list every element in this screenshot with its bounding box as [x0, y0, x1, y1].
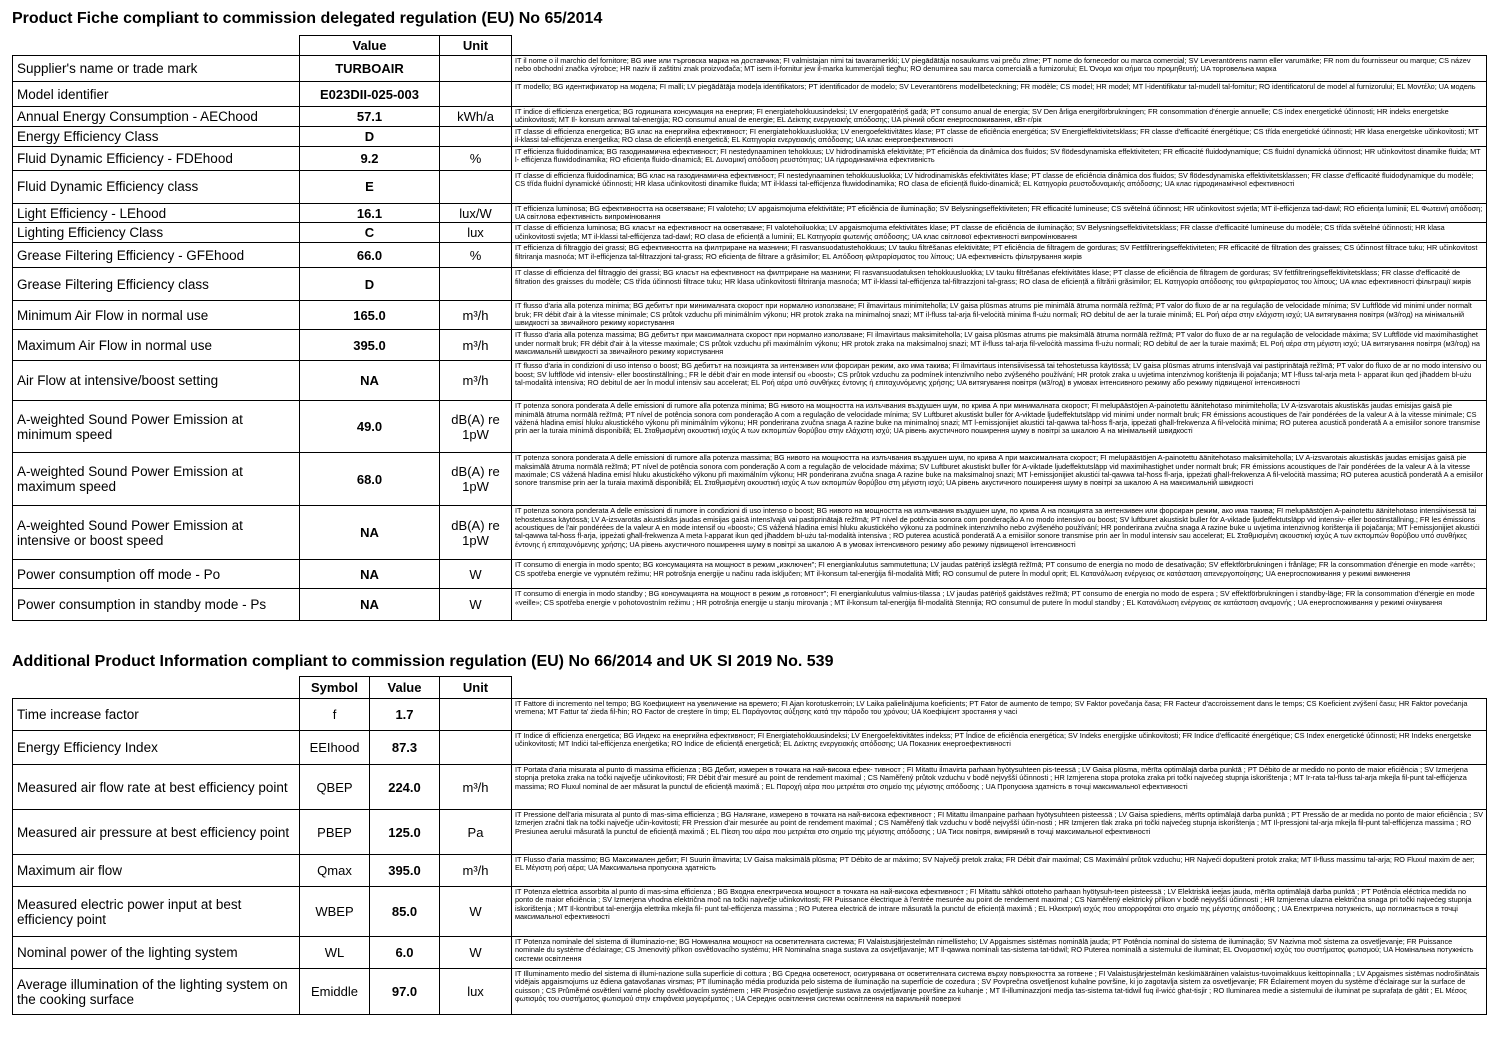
table-row [13, 268, 1487, 301]
header-row [13, 677, 1487, 699]
row-value: TURBOAIR [300, 56, 440, 82]
row-unit: Pa [440, 810, 512, 855]
table-row [13, 765, 1487, 810]
header-value: Value [300, 36, 440, 56]
row-unit: W [440, 887, 512, 937]
row-value: 125.0 [370, 810, 440, 855]
row-label: Light Efficiency - LEhood [13, 203, 300, 223]
row-value: NA [300, 361, 440, 401]
row-value: 165.0 [300, 301, 440, 330]
table-row [13, 887, 1487, 937]
row-translations: IT classe di efficienza energetica; BG клас на енергийна ефективност; FI energiatehokkuusluokka; LV energoefektivitātes klase; PT classe de eficiência energética; SV Energieffektivitetsklass; FR classe d'efficacité énergétique; CS třída energetické účinnosti; HR klasa energetske učinkovitosti; MT il-klassi tal-effiċjenza enerġetika; RO clasa de eficiență energetică; EL Κατηγορία ενεργειακής απόδοσης; UA клас енергоефективності [512, 126, 1487, 146]
table-row [13, 243, 1487, 268]
row-label: Measured electric power input at best efficiency point [13, 887, 300, 937]
row-unit [440, 170, 512, 203]
row-symbol: Qmax [300, 855, 370, 887]
row-label: Grease Filtering Efficiency - GFEhood [13, 243, 300, 268]
row-unit: m³/h [440, 330, 512, 361]
row-unit: lux [440, 969, 512, 1015]
row-symbol: WL [300, 937, 370, 969]
row-unit [440, 699, 512, 731]
table-row [13, 810, 1487, 855]
row-unit: m³/h [440, 361, 512, 401]
row-value: NA [300, 506, 440, 560]
table-row [13, 855, 1487, 887]
row-value: C [300, 223, 440, 243]
header-unit: Unit [440, 36, 512, 56]
row-symbol: QBEP [300, 765, 370, 810]
row-translations: IT Flusso d'aria massimo; BG Максимален дебит; FI Suurin ilmavirta; LV Gaisa maksimālā plūsma; PT Débito de ar máximo; SV Največji pretok zraka; FR Débit d'air maximal; CS Maximální průtok vzduchu; HR Najveći dopušteni protok zraka; MT Il-fluss massimu tal-arja; RO Fluxul maxim de aer; EL Μέγιστη ροή αέρα; UA Максимальна пропускна здатність [512, 855, 1487, 887]
row-value: 224.0 [370, 765, 440, 810]
row-translations: IT modello; BG идентификатор на модела; FI malli; LV piegādātāja modeļa identifikators; PT identificador de modelo; SV Leverantörens modellbeteckning; FR modèle; CS model; HR model; MT l-identifikatur tal-mudell tal-fornitur; RO identificatorul de model al furnizorului; EL Μοντέλο; UA модель [512, 82, 1487, 107]
row-value: 9.2 [300, 146, 440, 170]
header-blank [512, 36, 1487, 56]
table-row [13, 731, 1487, 765]
row-translations: IT flusso d'aria alla potenza massima; BG дебитът при максималната скорост при нормално използване; FI ilmavirtaus maksimiteholla; LV gaisa plūsmas atrums pie maksimālā ātruma normālā režīmā; PT valor do fluxo de ar na regulação de velocidade máxima; SV Luftflöde vid maximihastighet under normalt bruk; FR débit d'air à la vitesse maximale; CS průtok vzduchu při maximálním výkonu; HR protok zraka na maksimalnoj snazi; MT il-fluss tal-arja fil-veloċità massima fl-użu normali; RO debitul de aer la turaie maximă; EL Ροή αέρα στη μέγιστη ισχύ; UA витягування повітря (м3/год) на максимальній швидкості за звичайного режиму користування [512, 330, 1487, 361]
row-label: Energy Efficiency Index [13, 731, 300, 765]
row-label: Time increase factor [13, 699, 300, 731]
row-translations: IT classe di efficienza luminosa; BG класът на ефективност на осветяване; FI valotehoiluokka; LV apgaismojuma efektivitātes klase; PT classe de eficiência de iluminação; SV Belysningseffektivitetsklass; FR classe d'efficacité lumineuse du modèle; CS třída světelné účinnosti; HR klasa učinkovitosti svjetla; MT il-klassi tal-effiċjenza tad-dawl; RO clasa de eficiență a luminii; EL Κατηγορία φωτεινής απόδοσης; UA клас світлової ефективності випромінювання [512, 223, 1487, 243]
row-value: 85.0 [370, 887, 440, 937]
row-unit: % [440, 243, 512, 268]
row-label: Measured air flow rate at best efficiency point [13, 765, 300, 810]
row-label: Nominal power of the lighting system [13, 937, 300, 969]
table-row [13, 126, 1487, 146]
table-row [13, 453, 1487, 506]
row-label: Power consumption in standby mode - Ps [13, 589, 300, 621]
product-fiche-table [12, 35, 1487, 621]
table-row [13, 301, 1487, 330]
row-value: E [300, 170, 440, 203]
row-label: Energy Efficiency Class [13, 126, 300, 146]
table-row [13, 203, 1487, 223]
row-translations: IT Fattore di incremento nel tempo; BG Коефициент на увеличение на времето; FI Ajan korotuskerroin; LV Laika palielinājuma koeficients; PT Fator de aumento de tempo; SV Faktor povečanja časa; FR Facteur d'accroissement dans le temps; CS Koeficient zvýšení času; HR Faktor povećanja vremena; MT Fattur ta' żieda fil-ħin; RO Factor de creștere în timp; EL Παράγοντας αύξησης κατά την πάροδο του χρόνου; UA Коефіцієнт зростання у часі [512, 699, 1487, 731]
row-label: Power consumption off mode - Po [13, 560, 300, 589]
header-value: Value [370, 677, 440, 699]
header-blank [13, 677, 300, 699]
row-label: A-weighted Sound Power Emission at intensive or boost speed [13, 506, 300, 560]
row-translations: IT potenza sonora ponderata A delle emissioni di rumore in condizioni di uso intenso o boost; BG нивото на мощността на излъчвания въздушен шум, по крива А на позицията за интензивен или форсиран режим, ако има такива; FI melupäästöjen A-painotettu äänitehotaso intensiivisessä tai tehostetussa käytössä; LV A-izsvarotās akustiskās jaudas emisijas gaisā intensīvajā vai pastiprinātajā režīmā; PT nível de potência sonora com ponderação A no modo intensivo ou boost; SV luftburet akustiskt buller för A-viktade ljudeffektutsläpp vid intensiv- eller boostinställning.; FR les émissions acoustiques de l'air pondérées de la valeur A en mode intensif ou «boost»; CS vážená hladina emisí hluku akustického výkonu za podmínek intenzivního nebo zvýšeného používání; HR ponderirana zvučna snaga A razine buke u uvjetima intenzivnog korištenja ili pojačanja; MT l-emissjonijiet akustiċi tal-qawwa tal-ħoss fl-arja, ippeżati għall-frekwenza A meta l-apparat ikun qed jiħaddem bl-użu tal-modalità intensiva ; RO puterea acustică ponderată A a emisiilor sonore transmise prin aer în modul intensiv sau accelerat; EL Σταθμισμένη ακουστική ισχύς Α των εκπομπών θορύβου υπό συνθήκες έντονης ή επιταχυνόμενης χρήσης; UA рівень акустичного поширення шуму в повітрі за шкалою А в умовах інтенсивного режиму або режиму підвищеної інтенсивності [512, 506, 1487, 560]
row-unit: dB(A) re 1pW [440, 506, 512, 560]
row-symbol: Emiddle [300, 969, 370, 1015]
row-translations: IT efficienza di filtraggio dei grassi; BG ефективността на филтриране на мазнини; FI rasvansuodatustehokkuus; LV tauku filtrēšanas efektivitāte; PT eficiência de filtragem de gorduras; SV Fettfiltreringseffektiviteten; FR efficacité de filtration des graisses; CS účinnost filtrace tuku; HR učinkovitost filtriranja masnoća; MT il-effiċjenza tal-filtrazzjoni tal-grass; RO eficiența de filtrare a grăsimilor; EL Απόδοση φιλτραρίσματος του λίπους; UA ефективність фільтрування жирів [512, 243, 1487, 268]
row-label: A-weighted Sound Power Emission at maximum speed [13, 453, 300, 506]
row-translations: IT Potenza nominale del sistema di illuminazio-ne; BG Номинална мощност на осветителната система; FI Valaistusjärjestelmän nimellisteho; LV Apgaismes sistēmas nominālā jauda; PT Potência nominal do sistema de iluminação; SV Nazivna moč sistema za osvetljevanje; FR Puissance nominale du système d'éclairage; CS Jmenovitý příkon osvětlovacího systému; HR Nominalna snaga sustava za osvjetljavanje; MT Il-qawwa nominali tas-sistema tat-tidwil; RO Puterea nominală a sistemului de iluminat; EL Ονομαστική ισχύς του συστήματος φωτισμού; UA Номінальна потужність системи освітлення [512, 937, 1487, 969]
row-translations: IT flusso d'aria in condizioni di uso intenso o boost; BG дебитът на позицията за интензивен или форсиран режим, ако има такива; FI ilmavirtaus intensiivisessä tai tehostetussa käytössä; LV gaisa plūsmas atrums intensīvajā vai pastiprinātajā režīmā; PT valor do fluxo de ar no modo intensivo ou boost; SV luftflöde vid intensiv- eller boostinställning.; FR le débit d'air en mode intensif ou «boost»; CS průtok vzduchu za podmínek intenzivního nebo zvýšeného používání; HR protok zraka u uvjetima intenzivnog korištenja ili pojačanja; MT l-fluss tal-arja meta l- apparat ikun qed jiħaddem bl-użu tal-modalità intensiva; RO debitul de aer în modul intensiv sau accelerat; EL Ροή αέρα υπό συνθήκες έντονης ή επιταχυνόμενης χρήσης; UA витягування повітря (м3/год) в умовах інтенсивного режиму або режиму підвищеної інтенсивності [512, 361, 1487, 401]
row-translations: IT flusso d'aria alla potenza minima; BG дебитът при минималната скорост при нормално използване; FI ilmavirtaus minimiteholla; LV gaisa plūsmas atrums pie minimālā ātruma normālā režīmā; PT valor do fluxo de ar na regulação de velocidade mínima; SV Luftflöde vid minimi under normalt bruk; FR débit d'air à la vitesse minimale; CS průtok vzduchu při minimálním výkonu; HR protok zraka na minimalnoj snazi; MT il-fluss tal-arja fil-veloċità minima fl-użu normali; RO debitul de aer la turaie minimă; EL Ροή αέρα στην ελάχιστη ισχύ; UA витягування повітря (м3/год) на мінімальній швидкості за звичайного режиму користування [512, 301, 1487, 330]
row-label: Air Flow at intensive/boost setting [13, 361, 300, 401]
row-translations: IT indice di efficienza energetica; BG годишната консумация на енергия; FI energiatehokkuusindeksi; LV energopatēriņš gadā; PT consumo anual de energia; SV Den årliga energiförbrukningen; FR consommation d'énergie annuelle; CS index energetické účinnosti; HR indeks energetske učinkovitosti; MT Il- konsum annwal tal-enerġija; RO consumul anual de energie; EL Δείκτης ενεργειακής απόδοσης; UA річний обсяг енергоспоживання, кВт·г/рік [512, 107, 1487, 127]
row-translations: IT Indice di efficienza energetica; BG Индекс на енергийна ефективност; FI Energiatehokkuusindeksi; LV Energoefektivitātes indekss; PT Índice de eficiência energética; SV Indeks energijske učinkovitosti; FR Indice d'efficacité énergétique; CS Index energetické účinnosti; HR Indeks energetske učinkovitosti; MT Indiċi tal-effiċjenza enerġetika; RO Indice de eficiență energetică; EL Δείκτης ενεργειακής απόδοσης; UA Показник енергоефективності [512, 731, 1487, 765]
row-value: 49.0 [300, 401, 440, 453]
row-unit: m³/h [440, 765, 512, 810]
row-unit [440, 268, 512, 301]
row-value: 6.0 [370, 937, 440, 969]
section2-title: Additional Product Information compliant to commission regulation (EU) No 66/2014 and UK SI 2019 No. 539 [12, 653, 834, 670]
row-value: 395.0 [300, 330, 440, 361]
row-unit: dB(A) re 1pW [440, 401, 512, 453]
row-symbol: EEIhood [300, 731, 370, 765]
row-translations: IT classe di efficienza fluidodinamica; BG клас на газодинамична ефективност; FI nestedynaaminen tehokkuusluokka; LV hidrodinamiskās efektivitātes klase; PT classe de eficiência dinâmica dos fluidos; SV flödesdynamiska effektivitetsklassen; FR classe d'efficacité fluidodynamique du modèle; CS třída fluidní dynamické účinnosti; HR klasa učinkovitosti dinamike fluida; MT il-klassi tal-effiċjenza fluwidodinamika; RO clasa de eficiență fluido-dinamică; EL Κατηγορία ρευστοδυναμικής απόδοσης; UA клас гідродинамічної ефективності [512, 170, 1487, 203]
row-value: 57.1 [300, 107, 440, 127]
row-label: Lighting Efficiency Class [13, 223, 300, 243]
row-value: 68.0 [300, 453, 440, 506]
header-blank [512, 677, 1487, 699]
additional-info-table [12, 676, 1487, 1015]
row-label: Annual Energy Consumption - AEChood [13, 107, 300, 127]
row-unit [440, 126, 512, 146]
row-translations: IT consumo di energia in modo standby ; BG консумацията на мощност в режим „в готовност"; FI energiankulutus valmius-tilassa ; LV jaudas patēriņš gaidstāves režīmā; PT consumo de energia no modo de espera ; SV effektförbrukningen i standby-läge; FR la consommation d'énergie en mode «veille»; CS spotřeba energie v pohotovostním režimu ; HR potrošnja energije u stanju mirovanja ; MT il-konsum tal-enerġija fil-modalità Stennija; RO consumul de putere în modul standby ; EL Κατανάλωση ενέργειας σε κατάσταση αναμονής ; UA енергоспоживання у режимі очікування [512, 589, 1487, 621]
header-symbol: Symbol [300, 677, 370, 699]
row-translations: IT efficienza luminosa; BG ефективността на осветяване; FI valoteho; LV apgaismojuma efektivitāte; PT eficiência de iluminação; SV Belysningseffektiviteten; FR efficacité lumineuse; CS světelná účinnost; HR učinkovitost svjetla; MT il-effiċjenza tad-dawl; RO eficiența luminii; EL Φωτεινή απόδοση; UA світлова ефективність випромінювання [512, 203, 1487, 223]
row-value: D [300, 126, 440, 146]
row-translations: IT potenza sonora ponderata A delle emissioni di rumore alla potenza massima; BG нивото на мощността на излъчвания въздушен шум, по крива А при максималната скорост; FI melupäästöjen A-painotettu äänitehotaso maksimiteholla; LV A-izsvarotais akustiskās jaudas emisijas gaisā pie maksimālā ātruma normālā režīmā; PT nível de potência sonora com ponderação A com a regulação de velocidade máxima; SV Luftburet akustiskt buller för A-viktade ljudeffektutsläpp vid maximihastighet under normalt bruk; FR émissions acoustiques de l'air pondérées de la valeur A à la vitesse maximale; CS vážená hladina emisí hluku akustického výkonu při maximálním výkonu; HR ponderirana zvučna snaga A razine buke na maksimalnoj snazi; MT l-emissjonijiet akustiċi tal-qawwa tal-ħoss fl-arja, ippeżati għall-frekwenza A fil-veloċità massima; RO puterea acustică ponderată A a emisiilor sonore transmise prin aer la turaia maximă disponibilă; EL Σταθμισμένη ακουστική ισχύς Α των εκπομπών θορύβου στη μέγιστη ισχύ; UA рівень акустичного поширення шуму в повітрі за шкалою А на максимальній швидкості [512, 453, 1487, 506]
table-row [13, 82, 1487, 107]
row-label: Grease Filtering Efficiency class [13, 268, 300, 301]
row-translations: IT classe di efficienza del filtraggio dei grassi; BG класът на ефективност на филтриране на мазнини; FI rasvansuodatuksen tehokkuusluokka; LV tauku filtrēšanas efektivitātes klase; PT classe de eficiência de filtragem de gorduras; SV fettfiltreringseffektivitetsklass; FR classe d'efficacité de filtration des graisses du modèle; CS třída účinnosti filtrace tuku; HR klasa učinkovitosti filtriranja masnoća; MT il-klassi tal-effiċjenza tal-filtrazzjoni tal-grass; RO clasa de eficiență a filtrării grăsimilor; EL Κατηγορία απόδοσης του φιλτραρίσματος του λίπους; UA клас ефективності фільтрації жирів [512, 268, 1487, 301]
row-value: 395.0 [370, 855, 440, 887]
section1-title: Product Fiche compliant to commission delegated regulation (EU) No 65/2014 [12, 10, 603, 27]
row-translations: IT il nome o il marchio del fornitore; BG име или търговска марка на доставчика; FI valmistajan nimi tai tavaramerkki; LV piegādātāja nosaukums vai preču zīme; PT nome do fornecedor ou marca comercial; SV Leverantörens namn eller varumärke; FR nom du fournisseur ou marque; CS název nebo obchodní značka výrobce; HR naziv ili zaštitni znak proizvođača; MT isem il-fornitur jew il-marka kummerċjali tiegħu; RO denumirea sau marca comercială a furnizorului; EL Όνομα και σήμα του προμηθευτή; UA торговельна марка [512, 56, 1487, 82]
row-label: Minimum Air Flow in normal use [13, 301, 300, 330]
row-translations: IT potenza sonora ponderata A delle emissioni di rumore alla potenza minima; BG нивото на мощността на излъчвания въздушен шум, по крива А при минималната скорост; FI melupäästöjen A-painotettu äänitehotaso minimiteholla; LV A-izsvarotais akustiskās jaudas emisijas gaisā pie minimālā ātruma normālā režīmā; PT nível de potência sonora com ponderação A com a regulação de velocidade mínima; SV Luftburet akustiskt buller för A-viktade ljudeffektutsläpp vid minimi under normalt bruk; FR émissions acoustiques de l'air pondérées de la valeur A à la vitesse minimale; CS vážená hladina emisí hluku akustického výkonu při minimálním výkonu; HR ponderirana zvučna snaga A razine buke na minimalnoj snazi; MT l-emissjonijiet akustiċi tal-qawwa tal-ħoss fl-arja, ippeżati għall-frekwenza A fil-veloċità minima; RO puterea acustică ponderată A a emisiilor sonore transmise prin aer la turaia minimă disponibilă; EL Σταθμισμένη ακουστική ισχύς Α των εκπομπών θορύβου στην ελάχιστη ισχύ; UA рівень акустичного поширення шуму в повітрі за шкалою А на мінімальній швидкості [512, 401, 1487, 453]
row-translations: IT consumo di energia in modo spento; BG консумацията на мощност в режим „изключен"; FI energiankulutus sammutettuna; LV jaudas patēriņš izslēgtā režīmā; PT consumo de energia no modo de desativação; SV effektförbrukningen i frånläge; FR la consommation d'énergie en mode «arrêt»; CS spotřeba energie ve vypnutém režimu; HR potrošnja energije u načinu rada isključen; MT il-konsum tal-enerġija fil-modalità Mitfi; RO consumul de putere în modul oprit; EL Κατανάλωση ενέργειας σε κατάσταση απενεργοποίησης; UA енергоспоживання у режимі вимкнення [512, 560, 1487, 589]
row-unit: W [440, 560, 512, 589]
row-unit: W [440, 937, 512, 969]
row-unit: lux [440, 223, 512, 243]
table-row [13, 146, 1487, 170]
row-value: D [300, 268, 440, 301]
row-value: 1.7 [370, 699, 440, 731]
row-value: NA [300, 589, 440, 621]
row-unit [440, 82, 512, 107]
row-label: Average illumination of the lighting system on the cooking surface [13, 969, 300, 1015]
row-value: 87.3 [370, 731, 440, 765]
row-unit [440, 731, 512, 765]
row-value: NA [300, 560, 440, 589]
row-unit: kWh/a [440, 107, 512, 127]
row-label: Supplier's name or trade mark [13, 56, 300, 82]
row-symbol: f [300, 699, 370, 731]
row-translations: IT Portata d'aria misurata al punto di massima efficienza ; BG Дебит, измерен в точката на най-висока ефек- тивност ; FI Mitattu ilmavirta parhaan hyötysuhteen pis-teessä ; LV Gaisa plūsma, mērīta optimālajā darba punktā ; PT Débito de ar medido no ponto de maior eficiência ; SV Izmerjena stopnja pretoka zraka na točki največje učinkovitosti; FR Débit d'air mesuré au point de rendement maximal ; CS Naměřený průtok vzduchu v bodě nejvyšší účinnosti ; HR Izmjerena stopa protoka zraka pri točki najvećeg stupnja iskorištenja ; MT Ir-rata tal-fluss tal-arja mkejla fil-punt tal-effiċjenza massima; RO Fluxul nominal de aer măsurat la punctul de eficiență maximă ; EL Παροχή αέρα που μετριέται στο σημείο της μέγιστης απόδοσης ; UA Пропускна здатність в точці максимальної ефективності [512, 765, 1487, 810]
table-row [13, 699, 1487, 731]
row-unit: m³/h [440, 301, 512, 330]
row-unit: % [440, 146, 512, 170]
table-row [13, 969, 1487, 1015]
row-unit: m³/h [440, 855, 512, 887]
row-value: 16.1 [300, 203, 440, 223]
row-translations: IT Potenza elettrica assorbita al punto di mas-sima efficienza ; BG Входна електрическа мощност в точката на най-висока ефективност ; FI Mitattu sähköi ottoteho parhaan hyötysuh-teen pisteessä ; LV Elektriskā ieejas jauda, mērīta optimālajā darba punktā ; PT Potência eléctrica medida no ponto de maior eficiência ; SV Izmerjena vhodna električna moč na točki največje učinkovitosti; FR Puissance électrique à l'entrée mesurée au point de rendement maximal ; CS Naměřený elektrický příkon v bodě nejvyšší účinnosti ; HR Izmjerena ulazna električna snaga pri točki najvećeg stupnja iskorištenja ; MT Il-kontribut tal-enerġija elettrika mkejla fil- punt tal-effiċjenza massima ; RO Puterea electrică de intrare măsurată la punctul de eficiență maximă ; EL Ηλεκτρική ισχύς που απορροφάται στο σημείο της μέγιστης απόδοσης ; UA Електрична потужність, що поглинається в точці максимальної ефективності [512, 887, 1487, 937]
table-row [13, 361, 1487, 401]
table-row [13, 107, 1487, 127]
table-row [13, 330, 1487, 361]
row-label: Maximum Air Flow in normal use [13, 330, 300, 361]
row-symbol: PBEP [300, 810, 370, 855]
row-label: Measured air pressure at best efficiency point [13, 810, 300, 855]
row-label: Maximum air flow [13, 855, 300, 887]
table-row [13, 223, 1487, 243]
row-translations: IT efficienza fluidodinamica; BG газодинамична ефективност; FI nestedynaaminen tehokkuus; LV hidrodinamiskā efektivitāte; PT eficiência da dinâmica dos fluidos; SV flödesdynamiska effektiviteten; FR efficacité fluidodynamique; CS fluidní dynamická účinnost; HR učinkovitost dinamike fluida; MT l- effiċjenza fluwidodinamika; RO eficiența fluido-dinamică; EL Δυναμική απόδοση ρευστότητας; UA гідродинамічна ефективність [512, 146, 1487, 170]
table-row [13, 170, 1487, 203]
row-symbol: WBEP [300, 887, 370, 937]
row-value: 66.0 [300, 243, 440, 268]
row-label: Fluid Dynamic Efficiency - FDEhood [13, 146, 300, 170]
header-blank [13, 36, 300, 56]
row-value: E023DII-025-003 [300, 82, 440, 107]
header-row [13, 36, 1487, 56]
table-row [13, 506, 1487, 560]
row-translations: IT Pressione dell'aria misurata al punto di mas-sima efficienza ; BG Налягане, измерено в точката на най-висока ефективност ; FI Mitattu ilmanpaine parhaan hyötysuhteen pisteessä ; LV Gaisa spiediens, mērīts optimālajā darba punktā ; PT Pressão de ar medida no ponto de maior eficiência ; SV Izmerjen zračni tlak na točki največje učin-kovitosti; FR Pression d'air mesurée au point de rendement maximal ; CS Naměřený tlak vzduchu v bodě nejvyšší účin-nosti ; HR Izmjeren tlak zraka pri točki najvećeg stupnja iskorištenja ; MT Il-pressjoni tal-arja mkejla fil-punt tal-effiċjenza massima ; RO Presiunea aerului măsurată la punctul de eficiență maximă ; EL Πίεση του αέρα που μετριέται στο σημείο της μέγιστης απόδοσης ; UA Тиск повітря, виміряний в точці максимальної ефективності [512, 810, 1487, 855]
table-row [13, 560, 1487, 589]
row-unit: lux/W [440, 203, 512, 223]
row-value: 97.0 [370, 969, 440, 1015]
row-unit: dB(A) re 1pW [440, 453, 512, 506]
row-label: Model identifier [13, 82, 300, 107]
row-label: A-weighted Sound Power Emission at minimum speed [13, 401, 300, 453]
row-unit [440, 56, 512, 82]
table-row [13, 56, 1487, 82]
table-row [13, 589, 1487, 621]
table-row [13, 401, 1487, 453]
table-row [13, 937, 1487, 969]
row-unit: W [440, 589, 512, 621]
row-label: Fluid Dynamic Efficiency class [13, 170, 300, 203]
row-translations: IT Illuminamento medio del sistema di illumi-nazione sulla superficie di cottura ; BG Средна осветеност, осигурявана от осветителната система върху повърхността за готвене ; FI Valaistusjärjestelmän keskimääräinen valaistus-tuvoimakkuus keittopinnalla ; LV Apgaismes sistēmas nodrošinātais vidējais apgaismojums uz ēdiena gatavošanas virsmas; PT Iluminação média produzida pelo sistema de iluminação na superfície de cozedura ; SV Povprečna osvetljenost kuhalne površine, ki jo zagotavlja sistem za osvetljevanje; FR Éclairement moyen du système d'éclairage sur la surface de cuisson ; CS Průměrné osvětlení varné plochy osvětlovacím systémem ; HR Prosječno osvjetljenje sustava za osvjetljavanje površine za kuhanje ; MT Il-illuminazzjoni medja tas-sistema tat-tidwil fuq il-wiċċ għat-tisjir ; RO Iluminarea medie a sistemului de iluminat pe suprafața de gătit ; EL Μέσος φωτισμός του συστήματος φωτισμού στην επιφάνεια μαγειρέματος ; UA Середнє освітлення системи освітлення на варильній поверхні [512, 969, 1487, 1015]
header-unit: Unit [440, 677, 512, 699]
